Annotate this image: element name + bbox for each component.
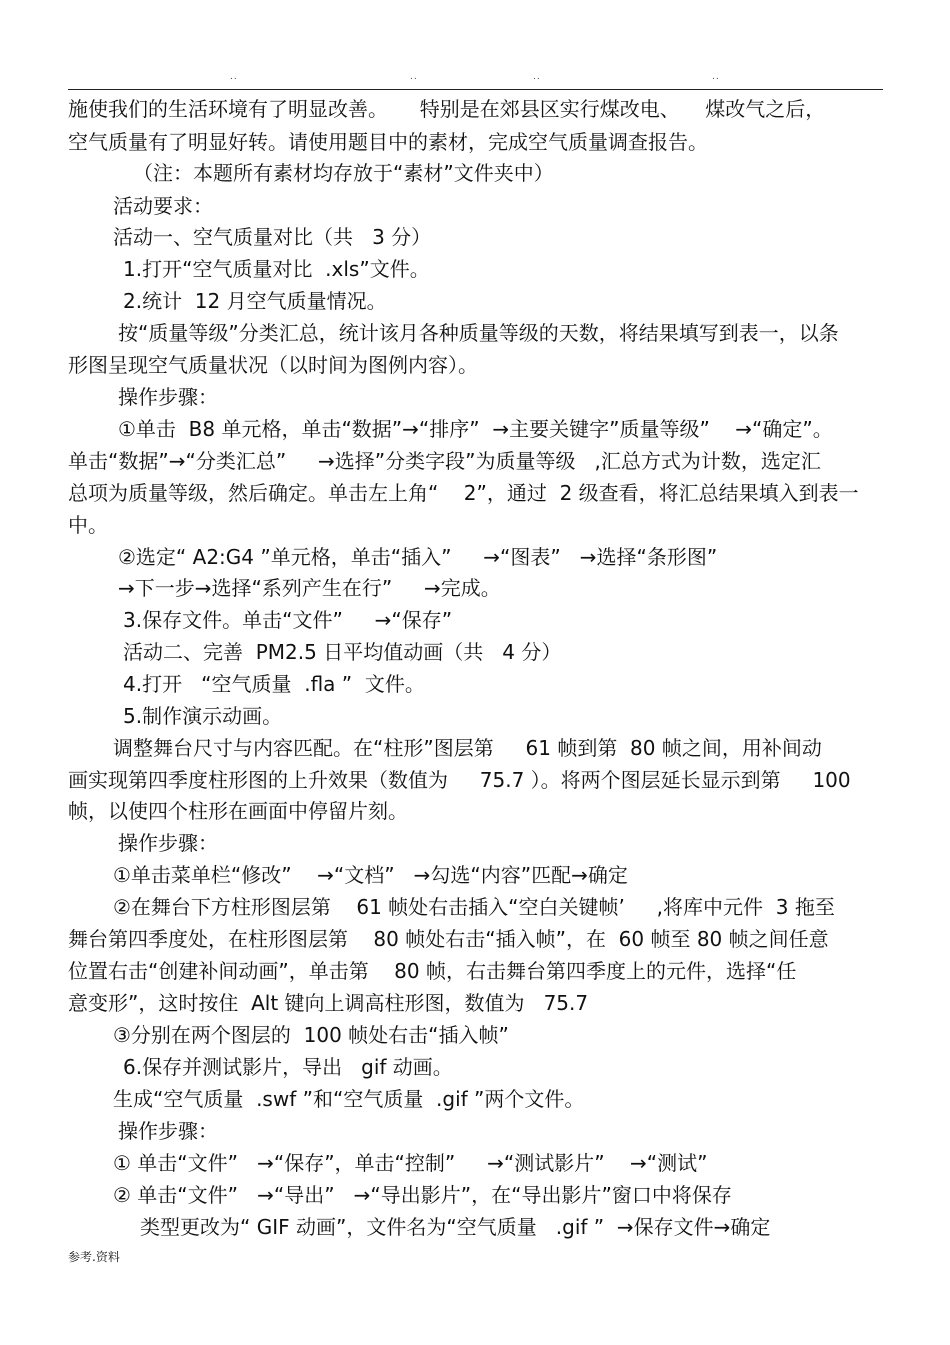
paragraph-line: 生成“空气质量 .swf ”和“空气质量 .gif ”两个文件。 xyxy=(113,1087,585,1111)
paragraph-line: ①单击 B8 单元格，单击“数据”→“排序” →主要关键字”质量等级” →“确定”。 xyxy=(118,417,833,441)
steps-heading: 操作步骤： xyxy=(118,831,218,855)
header-rule xyxy=(68,89,883,90)
page-footer: 参考.资料 xyxy=(68,1250,120,1264)
step-line: 3.保存文件。单击“文件” →“保存” xyxy=(123,608,453,632)
paragraph-line: ②在舞台下方柱形图层第 61 帧处右击插入“空白关键帧’ ,将库中元件 3 拖至 xyxy=(113,895,835,919)
paragraph-line: 帧，以使四个柱形在画面中停留片刻。 xyxy=(68,799,408,823)
section-heading: 活动要求： xyxy=(113,194,213,218)
activity-heading: 活动一、空气质量对比（共 3 分） xyxy=(113,225,432,249)
steps-heading: 操作步骤： xyxy=(118,385,218,409)
paragraph-line: 单击“数据”→“分类汇总” →选择”分类字段”为质量等级 ,汇总方式为计数，选定汇 xyxy=(68,449,821,473)
paragraph-line: 施使我们的生活环境有了明显改善。 特别是在郊县区实行煤改电、 煤改气之后， xyxy=(68,97,826,121)
step-line: 4.打开 “空气质量 .fla ” 文件。 xyxy=(123,672,425,696)
paragraph-line: 按“质量等级”分类汇总，统计该月各种质量等级的天数，将结果填写到表一，以条 xyxy=(118,321,839,345)
paragraph-line: ① 单击“文件” →“保存”，单击“控制” →“测试影片” →“测试” xyxy=(113,1151,708,1175)
step-line: 2.统计 12 月空气质量情况。 xyxy=(123,289,387,313)
paragraph-line: 中。 xyxy=(68,513,108,537)
step-line: 5.制作演示动画。 xyxy=(123,704,283,728)
header-mark: .. xyxy=(230,72,238,82)
header-mark: .. xyxy=(410,72,418,82)
activity-heading: 活动二、完善 PM2.5 日平均值动画（共 4 分） xyxy=(123,640,562,664)
header-mark: .. xyxy=(712,72,720,82)
paragraph-line: 画实现第四季度柱形图的上升效果（数值为 75.7 ）。将两个图层延长显示到第 100 xyxy=(68,768,851,792)
paragraph-line: →下一步→选择“系列产生在行” →完成。 xyxy=(118,576,501,600)
paragraph-line: 位置右击“创建补间动画”，单击第 80 帧，右击舞台第四季度上的元件，选择“任 xyxy=(68,959,797,983)
paragraph-line: 类型更改为“ GIF 动画”，文件名为“空气质量 .gif ” →保存文件→确定 xyxy=(140,1215,771,1239)
paragraph-line: 总项为质量等级，然后确定。单击左上角“ 2”，通过 2 级查看，将汇总结果填入到表一 xyxy=(68,481,859,505)
paragraph-line: 调整舞台尺寸与内容匹配。在“柱形”图层第 61 帧到第 80 帧之间，用补间动 xyxy=(113,736,822,760)
paragraph-line: ② 单击“文件” →“导出” →“导出影片”，在“导出影片”窗口中将保存 xyxy=(113,1183,732,1207)
step-line: 1.打开“空气质量对比 .xls”文件。 xyxy=(123,257,430,281)
paragraph-line: ③分别在两个图层的 100 帧处右击“插入帧” xyxy=(113,1023,509,1047)
steps-heading: 操作步骤： xyxy=(118,1119,218,1143)
paragraph-line: 空气质量有了明显好转。请使用题目中的素材，完成空气质量调查报告。 xyxy=(68,130,708,154)
paragraph-line: ②选定“ A2:G4 ”单元格，单击“插入” →“图表” →选择“条形图” xyxy=(118,545,718,569)
step-line: 6.保存并测试影片，导出 gif 动画。 xyxy=(123,1055,453,1079)
note-line: （注：本题所有素材均存放于“素材”文件夹中） xyxy=(133,161,554,185)
paragraph-line: 形图呈现空气质量状况（以时间为图例内容）。 xyxy=(68,353,478,377)
paragraph-line: ①单击菜单栏“修改” →“文档” →勾选“内容”匹配→确定 xyxy=(113,863,628,887)
header-mark: .. xyxy=(533,72,541,82)
paragraph-line: 意变形”，这时按住 Alt 键向上调高柱形图，数值为 75.7 xyxy=(68,991,589,1015)
paragraph-line: 舞台第四季度处，在柱形图层第 80 帧处右击“插入帧”，在 60 帧至 80 帧之间任意 xyxy=(68,927,829,951)
